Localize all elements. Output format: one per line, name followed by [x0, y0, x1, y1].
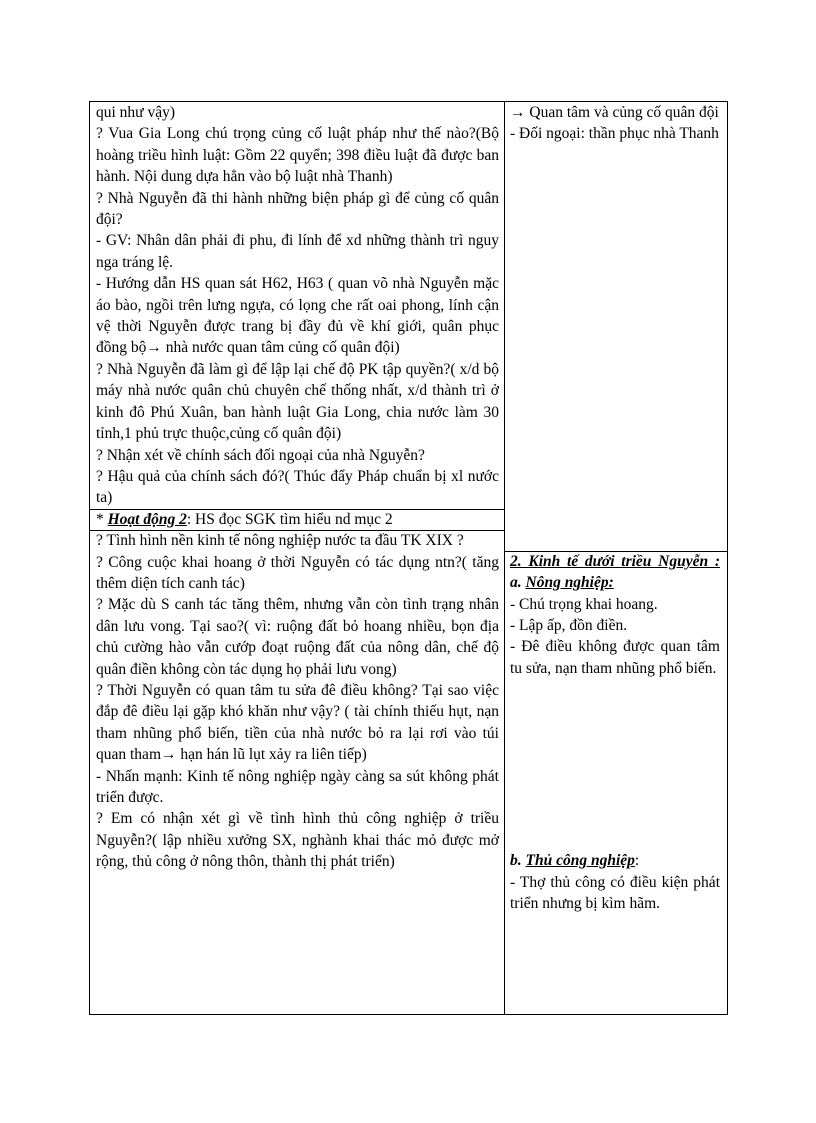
paragraph: ? Nhà Nguyễn đã thi hành những biện pháp gì để củng cố quân đội? [96, 189, 499, 229]
content-table [89, 101, 728, 1015]
paragraph: ? Mặc dù S canh tác tăng thêm, nhưng vẫn còn tình trạng nhân dân lưu vong. Tại sao?( vì: ruộng đất bỏ hoang nhiều, bọn địa chủ cường hào vẫn cướp đoạt ruộng đất của nông dân, chế độ quân điền không còn tác dụng họ phải lưu vong) [96, 596, 499, 678]
paragraph: - Nhấn mạnh: Kinh tế nông nghiệp ngày càng sa sút không phát triển được. [96, 767, 499, 806]
teacher-activity-column [90, 102, 505, 1014]
content-column [505, 102, 727, 1014]
subsection-a-title: Nông nghiệp: [525, 574, 614, 592]
subsection-b-label: b. [510, 852, 526, 870]
paragraph: ? Thời Nguyễn có quan tâm tu sửa đê điều không? Tại sao việc đắp đê điều lại gặp khó khăn như vậy? ( tài chính thiếu hụt, nạn tham nhũng phổ biến, tiền của nhà nước bỏ ra lại rơi vào túi quan tham→ hạn hán lũ lụt xảy ra liên tiếp) [96, 681, 499, 764]
paragraph: ? Nhà Nguyễn đã làm gì để lập lại chế độ PK tập quyền?( x/d bộ máy nhà nước quân chủ chuyên chế thống nhất, x/d thành trì ở kinh đô Phú Xuân, ban hành luật Gia Long, chia nước làm 30 tỉnh,1 phủ trực thuộc,củng cố quân đội) [96, 360, 499, 443]
paragraph: ? Công cuộc khai hoang ở thời Nguyễn có tác dụng ntn?( tăng thêm diện tích canh tác) [96, 553, 499, 592]
section-2-row [96, 530, 499, 551]
activity-heading [96, 509, 499, 530]
paragraph: - Hướng dẫn HS quan sát H62, H63 ( quan võ nhà Nguyễn mặc áo bào, ngồi trên lưng ngựa, có lọng che rất oai phong, lính cận vệ thời Nguyễn được trang bị đầy đủ về khí giới, quân phục đồng bộ→ nhà nước quan tâm củng cố quân đội) [96, 275, 499, 357]
activity-title: Hoạt động 2 [107, 510, 187, 528]
paragraph: - Đối ngoại: thần phục nhà Thanh [510, 125, 719, 143]
spacer [510, 145, 720, 551]
activity-bullet: * [96, 510, 108, 528]
paragraph: ? Nhận xét về chính sách đối ngoại của nhà Nguyễn? [96, 446, 425, 464]
section-2-title: 2. Kinh tế dưới triều Nguyễn : [510, 552, 720, 570]
paragraph: ? Vua Gia Long chú trọng củng cố luật pháp như thế nào?(Bộ hoàng triều hình luật: Gồm 22 quyển; 398 điều luật đã được ban hành. Nội dung dựa hẳn vào bộ luật nhà Thanh) [96, 125, 499, 186]
subsection-b-colon: : [634, 852, 640, 870]
paragraph: - Thợ thủ công có điều kiện phát triển nhưng bị kìm hãm. [510, 873, 720, 913]
paragraph: ? Tình hình nền kinh tế nông nghiệp nước ta đầu TK XIX ? [96, 532, 464, 550]
paragraph: - GV: Nhân dân phải đi phu, đi lính để xd những thành trì nguy nga tráng lệ. [96, 232, 499, 271]
paragraph: - Chú trọng khai hoang. [510, 595, 658, 613]
paragraph: - Đê điều không được quan tâm tu sửa, nạn tham nhũng phổ biến. [510, 638, 720, 677]
spacer [510, 679, 720, 850]
paragraph: - Lập ấp, đồn điền. [510, 617, 628, 635]
section-2-heading [510, 551, 720, 572]
subsection-b-title: Thủ công nghiệp [525, 852, 635, 870]
row-divider [505, 551, 727, 552]
row-divider [90, 509, 504, 510]
paragraph: → Quan tâm và củng cố quân đội [510, 104, 719, 121]
subsection-a-label: a. [510, 574, 526, 592]
section-2-heading-row [510, 551, 720, 572]
activity-2-row [96, 509, 499, 530]
subsection-a-heading [510, 572, 720, 593]
paragraph: ? Hậu quả của chính sách đó?( Thúc đẩy Pháp chuẩn bị xl nước ta) [96, 467, 499, 507]
paragraph: ? Em có nhận xét gì về tình hình thủ công nghiệp ở triều Nguyễn?( lập nhiều xưởng SX, nghành khai thác mỏ được mở rộng, thủ công ở nông thôn, thành thị phát triển) [96, 810, 499, 871]
paragraph: qui như vậy) [96, 104, 175, 121]
row-divider [90, 530, 504, 531]
activity-desc: : HS đọc SGK tìm hiểu nd mục 2 [186, 510, 393, 528]
subsection-b-heading [510, 850, 720, 871]
